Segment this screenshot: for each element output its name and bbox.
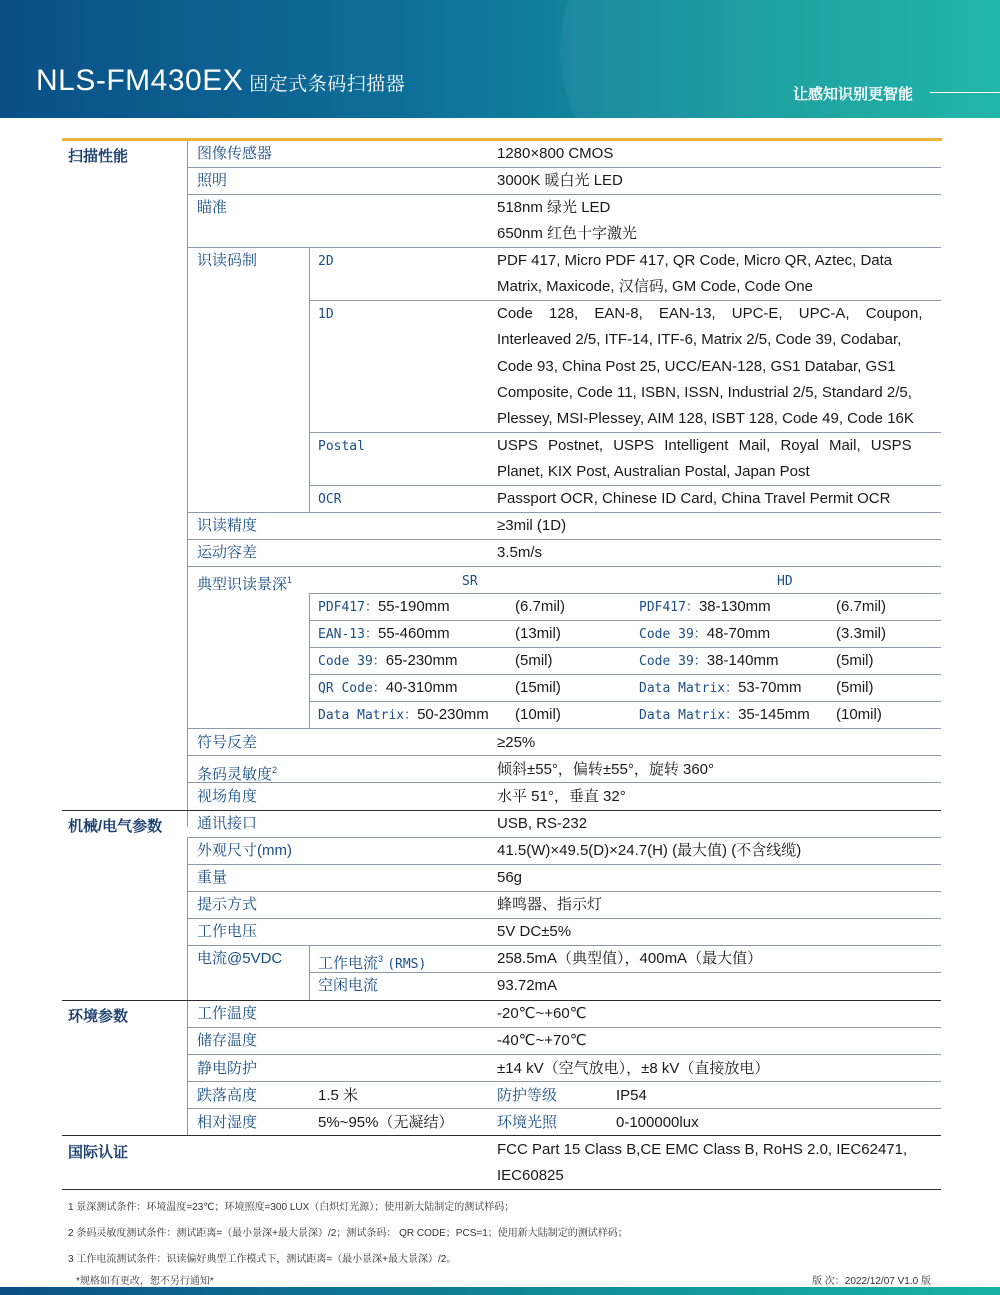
spec-label-interface: 通讯接口 bbox=[197, 815, 258, 832]
spec-value-ambient-light: 0-100000lux bbox=[616, 1114, 699, 1131]
row-divider bbox=[187, 566, 941, 567]
dof-hd-entry bbox=[639, 598, 771, 617]
dof-hd-range: 48-70mm bbox=[706, 625, 771, 642]
rms-suffix: (RMS) bbox=[387, 957, 427, 972]
operating-current-text: 工作电流 bbox=[318, 955, 379, 972]
dof-hd-code: PDF417： bbox=[639, 600, 699, 615]
row-divider bbox=[187, 918, 941, 919]
row-divider bbox=[187, 891, 941, 892]
footnote-2: 2 条码灵敏度测试条件：测试距离=（最小景深+最大景深）/2；测试条码： QR CODE；PCS=1；使用新大陆制定的测试样码； bbox=[68, 1228, 628, 1239]
dof-sr-mil: (13mil) bbox=[515, 625, 561, 642]
dof-header-hd: HD bbox=[777, 574, 793, 589]
dof-hd-range: 38-140mm bbox=[706, 652, 779, 669]
column-divider bbox=[187, 141, 188, 827]
row-divider bbox=[187, 512, 941, 513]
spec-value-image-sensor: 1280×800 CMOS bbox=[497, 145, 614, 162]
spec-label-humidity: 相对湿度 bbox=[197, 1114, 258, 1131]
dof-sr-entry bbox=[318, 598, 450, 617]
spec-label-motion-tolerance: 运动容差 bbox=[197, 544, 258, 561]
category-scan-performance: 扫描性能 bbox=[68, 148, 129, 165]
spec-label-drop: 跌落高度 bbox=[197, 1087, 258, 1104]
dof-sr-range: 50-230mm bbox=[417, 706, 489, 723]
spec-label-storage-temp: 储存温度 bbox=[197, 1032, 258, 1049]
dof-sr-entry bbox=[318, 625, 450, 644]
dof-sr-range: 55-460mm bbox=[377, 625, 450, 642]
spec-value-voltage: 5V DC±5% bbox=[497, 923, 572, 940]
dof-sr-mil: (10mil) bbox=[515, 706, 561, 723]
dof-hd-code: Code 39： bbox=[639, 654, 707, 669]
spec-label-depth-of-field bbox=[197, 571, 292, 594]
row-divider bbox=[187, 945, 941, 946]
spec-value-fov: 水平 51°，垂直 32° bbox=[497, 788, 626, 805]
footnote-3: 3 工作电流测试条件：识读偏好典型工作模式下，测试距离=（最小景深+最大景深）/2。 bbox=[68, 1254, 457, 1265]
section-divider bbox=[62, 1135, 941, 1136]
category-certifications: 国际认证 bbox=[68, 1144, 129, 1161]
tagline-rule bbox=[930, 92, 1000, 93]
dof-header-sr: SR bbox=[462, 574, 478, 589]
spec-value-weight: 56g bbox=[497, 869, 523, 886]
symbology-1d-text: Code 128, EAN-8, EAN-13, UPC-E, UPC-A, Coupon, bbox=[497, 305, 923, 322]
dof-hd-entry bbox=[639, 652, 779, 671]
symbology-1d-line: Interleaved 2/5, ITF-14, ITF-6, Matrix 2/5, Code 39, Codabar, bbox=[497, 331, 902, 349]
symbology-1d-line: Plessey, MSI-Plessey, AIM 128, ISBT 128, Code 49, Code 16K bbox=[497, 410, 914, 428]
spec-label-symbologies: 识读码制 bbox=[197, 252, 258, 269]
footnote-1: 1 景深测试条件：环境温度=23℃；环境照度=300 LUX（白炽灯光源）；使用新大陆制定的测试样码； bbox=[68, 1202, 515, 1213]
dof-sr-code: PDF417： bbox=[318, 600, 378, 615]
dof-hd-code: Data Matrix： bbox=[639, 708, 739, 723]
dof-sr-entry bbox=[318, 679, 458, 698]
footer-banner bbox=[0, 1287, 1000, 1295]
spec-label-contrast: 符号反差 bbox=[197, 734, 258, 751]
footnote-ref: 2 bbox=[272, 765, 278, 775]
dof-hd-entry bbox=[639, 679, 801, 698]
disclaimer: *规格如有更改，恕不另行通知* bbox=[76, 1276, 214, 1287]
symbology-1d-line bbox=[497, 301, 930, 327]
symbology-1d-list bbox=[497, 301, 930, 432]
row-divider bbox=[309, 647, 941, 648]
row-divider bbox=[309, 620, 941, 621]
column-divider bbox=[309, 248, 310, 512]
column-divider bbox=[309, 594, 310, 729]
symbology-postal-label: Postal bbox=[318, 439, 365, 454]
dof-sr-range: 40-310mm bbox=[385, 679, 458, 696]
row-divider bbox=[187, 194, 941, 195]
spec-label-resolution: 识读精度 bbox=[197, 517, 258, 534]
spec-value-operating-current: 258.5mA（典型值），400mA（最大值） bbox=[497, 950, 763, 967]
row-divider bbox=[309, 593, 941, 594]
symbology-1d-line: Code 93, China Post 25, UCC/EAN-128, GS1 Databar, GS1 bbox=[497, 357, 896, 375]
dof-hd-code: Code 39： bbox=[639, 627, 707, 642]
spec-value-contrast: ≥25% bbox=[497, 734, 536, 751]
row-divider bbox=[309, 701, 941, 702]
tagline: 让感知识别更智能 bbox=[793, 86, 914, 103]
dof-sr-mil: (5mil) bbox=[515, 652, 553, 669]
dof-sr-code: EAN-13： bbox=[318, 627, 378, 642]
spec-value-humidity: 5%~95%（无凝结） bbox=[318, 1114, 454, 1131]
dof-hd-code: Data Matrix： bbox=[639, 681, 739, 696]
row-divider bbox=[187, 782, 941, 783]
model-name: NLS-FM430EX bbox=[36, 64, 244, 97]
symbology-1d-line: Composite, Code 11, ISBN, ISSN, Industrial 2/5, Standard 2/5, bbox=[497, 383, 912, 401]
spec-value-operating-temp: -20℃~+60℃ bbox=[497, 1005, 587, 1022]
spec-label-illumination: 照明 bbox=[197, 172, 228, 189]
dof-hd-mil: (5mil) bbox=[836, 679, 874, 696]
spec-label-ambient-light: 环境光照 bbox=[497, 1114, 558, 1131]
spec-label-sealing: 防护等级 bbox=[497, 1087, 558, 1104]
symbology-ocr-label: OCR bbox=[318, 492, 342, 507]
spec-value-sealing: IP54 bbox=[616, 1087, 647, 1104]
sensitivity-label-text: 条码灵敏度 bbox=[197, 766, 273, 783]
symbology-postal-line: Planet, KIX Post, Australian Postal, Japan Post bbox=[497, 463, 810, 481]
spec-label-voltage: 工作电压 bbox=[197, 923, 258, 940]
dof-hd-range: 35-145mm bbox=[738, 706, 810, 723]
spec-value-esd: ±14 kV（空气放电），±8 kV（直接放电） bbox=[497, 1060, 770, 1077]
version-info: 版 次：2022/12/07 V1.0 版 bbox=[812, 1276, 931, 1287]
spec-label-fov: 视场角度 bbox=[197, 788, 258, 805]
spec-value-storage-temp: -40℃~+70℃ bbox=[497, 1032, 587, 1049]
symbology-2d-list bbox=[497, 248, 930, 301]
spec-label-idle-current: 空闲电流 bbox=[318, 977, 379, 994]
spec-label-sensitivity bbox=[197, 761, 277, 784]
spec-value-drop: 1.5 米 bbox=[318, 1087, 359, 1104]
spec-value-idle-current: 93.72mA bbox=[497, 977, 558, 994]
spec-value-aiming-green: 518nm 绿光 LED bbox=[497, 199, 611, 216]
symbology-2d-line: PDF 417, Micro PDF 417, QR Code, Micro QR, Aztec, Data bbox=[497, 252, 893, 269]
section-divider bbox=[62, 810, 941, 811]
spec-label-current: 电流@5VDC bbox=[197, 950, 283, 967]
dof-sr-code: QR Code： bbox=[318, 681, 386, 696]
dof-sr-range: 65-230mm bbox=[385, 652, 458, 669]
spec-label-esd: 静电防护 bbox=[197, 1060, 258, 1077]
spec-label-weight: 重量 bbox=[197, 869, 228, 886]
spec-label-image-sensor: 图像传感器 bbox=[197, 145, 273, 162]
header-decoration bbox=[560, 0, 1000, 118]
category-mechanical-electrical: 机械/电气参数 bbox=[68, 818, 163, 835]
row-divider bbox=[309, 674, 941, 675]
spec-label-operating-current bbox=[318, 950, 426, 974]
row-divider bbox=[187, 1054, 941, 1055]
spec-value-motion-tolerance: 3.5m/s bbox=[497, 544, 543, 561]
dof-hd-entry bbox=[639, 706, 810, 725]
dof-sr-code: Code 39： bbox=[318, 654, 386, 669]
dof-sr-entry bbox=[318, 706, 489, 725]
spec-label-operating-temp: 工作温度 bbox=[197, 1005, 258, 1022]
row-divider bbox=[187, 1108, 941, 1109]
row-divider bbox=[187, 728, 941, 729]
dof-sr-mil: (6.7mil) bbox=[515, 598, 566, 615]
column-divider bbox=[187, 1001, 188, 1135]
row-divider bbox=[187, 1081, 941, 1082]
spec-label-indication: 提示方式 bbox=[197, 896, 258, 913]
certification-line: FCC Part 15 Class B,CE EMC Class B, RoHS 2.0, IEC62471, bbox=[497, 1141, 908, 1158]
dof-sr-range: 55-190mm bbox=[377, 598, 450, 615]
dof-sr-mil: (15mil) bbox=[515, 679, 561, 696]
header-banner bbox=[0, 0, 1000, 118]
symbology-1d-label: 1D bbox=[318, 307, 334, 322]
dof-sr-entry bbox=[318, 652, 458, 671]
row-divider bbox=[187, 539, 941, 540]
dof-hd-mil: (3.3mil) bbox=[836, 625, 887, 642]
row-divider bbox=[187, 755, 941, 756]
spec-label-dimensions: 外观尺寸(mm) bbox=[197, 842, 292, 859]
spec-value-illumination: 3000K 暖白光 LED bbox=[497, 172, 623, 189]
product-subtitle: 固定式条码扫描器 bbox=[249, 74, 406, 95]
table-top-accent bbox=[62, 138, 942, 141]
product-title bbox=[36, 64, 405, 98]
dof-hd-mil: (6.7mil) bbox=[836, 598, 887, 615]
dof-sr-code: Data Matrix： bbox=[318, 708, 418, 723]
dof-hd-mil: (5mil) bbox=[836, 652, 874, 669]
footnote-ref: 1 bbox=[287, 575, 293, 585]
dof-hd-range: 53-70mm bbox=[738, 679, 802, 696]
dof-label-text: 典型识读景深 bbox=[197, 576, 288, 593]
footnote-ref: 3 bbox=[378, 954, 384, 964]
spec-value-resolution: ≥3mil (1D) bbox=[497, 517, 567, 534]
row-divider bbox=[187, 837, 941, 838]
dof-hd-mil: (10mil) bbox=[836, 706, 882, 723]
symbology-2d-line: Matrix, Maxicode, 汉信码, GM Code, Code One bbox=[497, 278, 813, 296]
row-divider bbox=[187, 1027, 941, 1028]
section-divider bbox=[62, 1000, 941, 1001]
spec-value-aiming-red: 650nm 红色十字激光 bbox=[497, 225, 638, 242]
spec-value-dimensions: 41.5(W)×49.5(D)×24.7(H) (最大值) (不含线缆) bbox=[497, 842, 802, 859]
symbology-postal-line: USPS Postnet, USPS Intelligent Mail, Royal Mail, USPS bbox=[497, 437, 912, 454]
certification-line: IEC60825 bbox=[497, 1167, 564, 1185]
row-divider bbox=[187, 167, 941, 168]
certifications-list bbox=[497, 1137, 930, 1190]
category-environment: 环境参数 bbox=[68, 1008, 129, 1025]
symbology-postal-list bbox=[497, 433, 930, 486]
symbology-ocr-value: Passport OCR, Chinese ID Card, China Travel Permit OCR bbox=[497, 490, 891, 507]
symbology-2d-label: 2D bbox=[318, 254, 334, 269]
dof-hd-entry bbox=[639, 625, 770, 644]
row-divider bbox=[187, 864, 941, 865]
spec-label-aiming: 瞄准 bbox=[197, 199, 228, 216]
spec-value-interface: USB, RS-232 bbox=[497, 815, 588, 832]
spec-value-indication: 蜂鸣器、指示灯 bbox=[497, 896, 603, 913]
dof-hd-range: 38-130mm bbox=[698, 598, 771, 615]
spec-value-sensitivity: 倾斜±55°，偏转±55°，旋转 360° bbox=[497, 761, 715, 778]
